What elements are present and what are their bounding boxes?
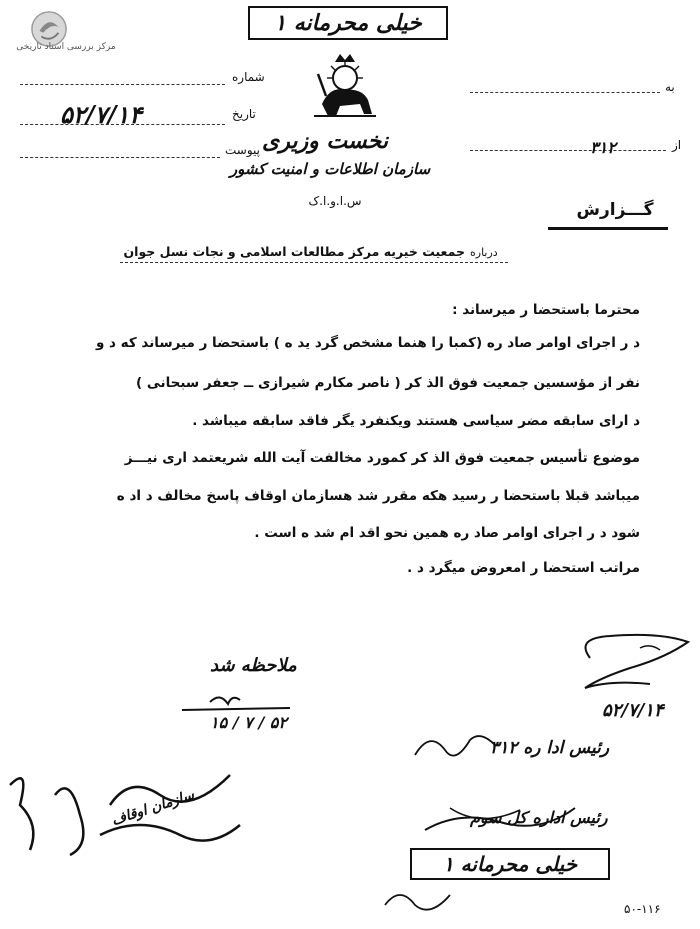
observed-note: ملاحظه شد bbox=[210, 655, 297, 676]
org-name-secondary: سازمان اطلاعات و امنیت کشور bbox=[229, 160, 431, 178]
handwritten-note-2: رئیس اداره کل سوم bbox=[470, 808, 608, 827]
to-label: به bbox=[665, 80, 675, 94]
subject-line bbox=[120, 262, 508, 263]
from-line bbox=[470, 150, 666, 151]
body-line: مراتب استحضا ر امعروض میگرد د . bbox=[407, 560, 640, 576]
document-number: ۵۰-۱۱۶ bbox=[624, 902, 661, 916]
watermark-text: مرکز بررسی اسناد تاریخی bbox=[16, 42, 116, 52]
number-line bbox=[20, 84, 225, 85]
attachment-label: پیوست bbox=[225, 143, 260, 157]
handwritten-date-note: ۱۵ / ۷ / ۵۲ bbox=[210, 713, 287, 732]
org-abbreviation: س.ا.و.ا.ک bbox=[308, 194, 362, 208]
subject-label: درباره bbox=[470, 246, 498, 259]
date-label: تاریخ bbox=[232, 107, 256, 121]
body-line: میباشد قبلا باستحضا ر رسید هکه مقرر شد هسازمان اوقاف پاسخ مخالف د اد ه bbox=[116, 488, 640, 504]
from-label: از bbox=[672, 138, 682, 152]
subject-text: جمعیت خیریه مرکز مطالعات اسلامی و نجات نسل جوان bbox=[123, 244, 465, 259]
crossed-signature-icon bbox=[420, 800, 580, 840]
org-name-primary: نخست وزیری bbox=[262, 128, 388, 154]
left-handwritten-note: سازمان اوقاف bbox=[109, 787, 197, 829]
date-value: ۵۲/۷/۱۴ bbox=[60, 100, 142, 129]
signature-date: ۵۲/۷/۱۴ bbox=[602, 700, 664, 721]
report-underline bbox=[548, 227, 668, 230]
body-line: د ارای سابقه مضر سیاسی هستند ویکنفرد یگر فاقد سابقه میباشد . bbox=[192, 413, 640, 429]
classification-stamp-bottom: خیلی محرمانه ۱ bbox=[410, 848, 610, 880]
handwritten-scribble-icon bbox=[410, 725, 500, 770]
body-line: د ر اجرای اوامر صاد ره (کمبا را هنما مشخص گرد ید ه ) باستحضا ر میرساند که د و bbox=[95, 335, 640, 351]
from-value: ۳۱۲ bbox=[590, 138, 616, 157]
report-title: گـــزارش bbox=[576, 200, 654, 220]
body-line: نفر از مؤسسین جمعیت فوق الذ کر ( ناصر مکارم شیرازی ــ جعفر سبحانی ) bbox=[135, 375, 640, 391]
bottom-scribble-icon bbox=[380, 880, 460, 920]
body-line: شود د ر اجرای اوامر صاد ره همین نحو اقد ام شد ه است . bbox=[254, 525, 640, 541]
date-line bbox=[20, 124, 225, 125]
classification-stamp-top: خیلی محرمانه ۱ bbox=[248, 6, 448, 40]
body-greeting: محترما باستحضا ر میرساند : bbox=[452, 302, 640, 318]
lion-and-sun-emblem-icon bbox=[300, 52, 390, 122]
to-line bbox=[470, 92, 660, 93]
signature-scribble-icon bbox=[570, 628, 695, 698]
number-label: شماره bbox=[232, 70, 265, 84]
body-line: موضوع تأسیس جمعیت فوق الذ کر کمورد مخالفت آیت الله شریعتمد اری نیـــز bbox=[124, 450, 640, 466]
attachment-line bbox=[20, 157, 220, 158]
handwritten-note-1: رئیس ادا ره ۳۱۲ bbox=[490, 738, 610, 758]
